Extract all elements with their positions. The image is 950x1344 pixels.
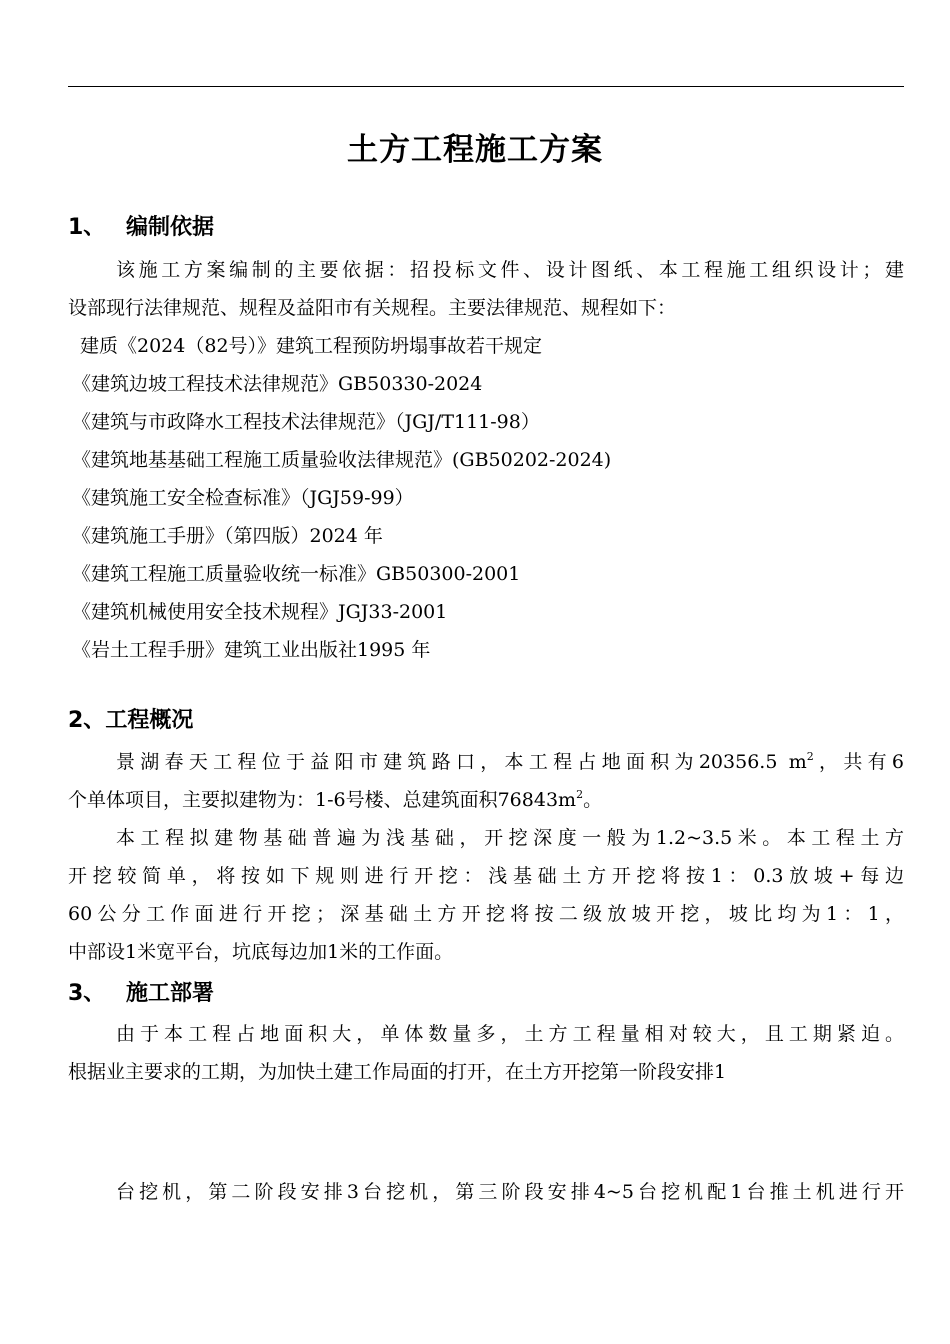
section-title: 工程概况 — [105, 708, 194, 733]
reference-item: 《建筑边坡工程技术法律规范》GB50330-2024 — [72, 373, 483, 395]
text-run: 个单体项目，主要拟建物为：1-6号楼、总建筑面积76843m — [68, 789, 577, 811]
section-heading-deployment — [68, 979, 214, 1009]
section-title: 施工部署 — [126, 981, 215, 1006]
section-number: 2、 — [68, 708, 106, 733]
superscript: 2 — [806, 750, 814, 763]
document-title: 土方工程施工方案 — [347, 132, 603, 168]
reference-item: 《建筑工程施工质量验收统一标准》GB50300-2001 — [72, 563, 521, 585]
section-number: 1、 — [68, 215, 106, 240]
reference-item: 《建筑与市政降水工程技术法律规范》（JGJ/T111-98） — [72, 411, 540, 433]
paragraph-line: 该施工方案编制的主要依据：招投标文件、设计图纸、本工程施工组织设计；建 — [116, 259, 904, 281]
section-title: 编制依据 — [126, 215, 215, 240]
reference-item: 《建筑机械使用安全技术规程》JGJ33-2001 — [72, 601, 448, 623]
paragraph-line: 设部现行法律规范、规程及益阳市有关规程。主要法律规范、规程如下： — [68, 297, 677, 319]
paragraph-line: 中部设1米宽平台，坑底每边加1米的工作面。 — [68, 941, 454, 963]
section-number: 3、 — [68, 981, 106, 1006]
paragraph-line: 开挖较简单，将按如下规则进行开挖：浅基础土方开挖将按1：0.3放坡+每边 — [68, 865, 904, 887]
paragraph-line: 60公分工作面进行开挖；深基础土方开挖将按二级放坡开挖，坡比均为1：1， — [68, 903, 904, 925]
paragraph-line: 由于本工程占地面积大，单体数量多，土方工程量相对较大，且工期紧迫。 — [116, 1023, 904, 1045]
reference-item: 《建筑地基基础工程施工质量验收法律规范》(GB50202-2024) — [72, 449, 612, 471]
header-rule — [68, 86, 904, 87]
reference-item: 《岩土工程手册》建筑工业出版社1995 年 — [72, 639, 431, 661]
section-heading-basis — [68, 213, 214, 243]
paragraph-line — [116, 749, 904, 775]
text-run: 。 — [583, 789, 603, 811]
paragraph-line — [68, 787, 602, 813]
reference-item: 《建筑施工手册》（第四版）2024 年 — [72, 525, 383, 547]
paragraph-line: 根据业主要求的工期，为加快土建工作局面的打开，在土方开挖第一阶段安排1 — [68, 1061, 727, 1083]
reference-item: 《建筑施工安全检查标准》（JGJ59-99） — [72, 487, 414, 509]
paragraph-line: 台挖机，第二阶段安排3台挖机，第三阶段安排4~5台挖机配1台推土机进行开 — [116, 1181, 904, 1203]
text-run: 景湖春天工程位于益阳市建筑路口，本工程占地面积为20356.5 m — [116, 751, 807, 773]
paragraph-line: 本工程拟建物基础普遍为浅基础，开挖深度一般为1.2~3.5米。本工程土方 — [116, 827, 904, 849]
text-run: ，共有6 — [813, 751, 904, 773]
superscript: 2 — [576, 788, 584, 801]
reference-item: 建质《2024（82号）》建筑工程预防坍塌事故若干规定 — [80, 335, 543, 357]
section-heading-overview — [68, 706, 193, 736]
